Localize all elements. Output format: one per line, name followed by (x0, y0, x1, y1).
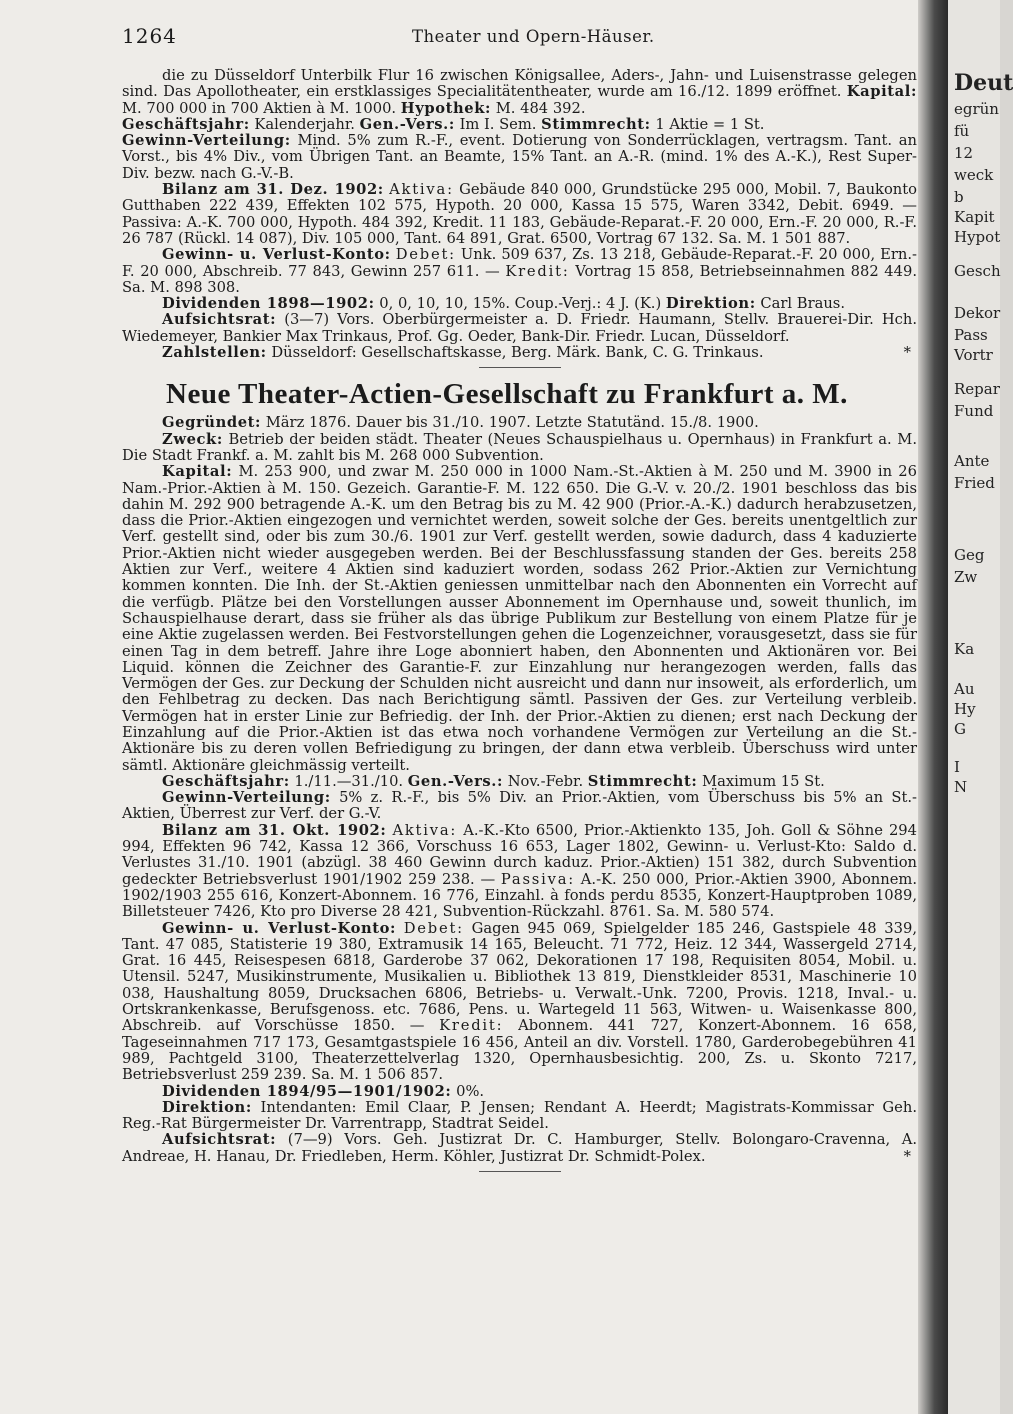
running-title: Theater und Opern-Häuser. (412, 27, 655, 46)
paragraph-bilanz-2: Bilanz am 31. Okt. 1902: Aktiva: A.-K.-Kto 6500, Prior.-Aktienkto 135, Joh. Goll & Söhne 294 994, Effekten 96 742, Kassa 12 366, Vorschuss 16 653, Lager 1802, Gewinn- u. Verlust-Kto: Saldo d. Verlustes 31./10. 1901 (abzügl. 38 460 Gewinn durch kaduz. Prior.-Aktien) 151 382, durch Subvention gedeckter Betriebsverlust 1901/1902 259 238. — Passiva: A.-K. 250 000, Prior.-Aktien 3900, Abonnem. 1902/1903 255 616, Konzert-Abonnem. 16 776, Einzahl. à fonds perdu 8535, Konzert-Hauptproben 1089, Billetsteuer 7426, Kto pro Diverse 28 421, Subvention-Rückzahl. 8761. Sa. M. 580 574. (122, 821, 917, 921)
adjacent-page-fragment: I (954, 758, 960, 776)
adjacent-page-fragment: Pass (954, 326, 988, 344)
paragraph-zweck: Zweck: Betrieb der beiden städt. Theater (Neues Schauspielhaus u. Opernhaus) in Frankfurt a. M. Die Stadt Frankf. a. M. zahlt bis M. 268 000 Subvention. (122, 430, 917, 464)
paragraph-gewinn-verteilung-2: Gewinn-Verteilung: 5% z. R.-F., bis 5% Div. an Prior.-Aktien, vom Überschuss bis 5% an St.-Aktien, Überrest zur Verf. der G.-V. (122, 789, 918, 823)
paragraph-kapital: Kapital: M. 253 900, und zwar M. 250 000 in 1000 Nam.-St.-Aktien à M. 250 und M. 3900 in 26 Nam.-Prior.-Aktien à M. 150. Gezeich. Garantie-F. M. 122 650. Die G.-V. v. 20./2. 1901 beschloss das bis dahin M. 292 900 betragende A.-K. um den Betrag bis zu M. 42 900 (Prior.-A.-K.) dadurch herabzusetzen, dass die Prior.-Aktien eingezogen und vernichtet werden, soweit solche der Ges. bereits unentgeltlich zur Verf. gestellt sind, oder bis zum 30./6. 1901 zur Verf. gestellt werden, sowie dadurch, dass 4 kaduzierte Prior.-Aktien nicht wieder ausgegeben werden. Bei der Beschlussfassung standen der Ges. bereits 258 Aktien zur Verf., weitere 4 Aktien sind kaduziert worden, sodass 262 Prior.-Aktien zur Vernichtung kommen konnten. Die Inh. der St.-Aktien geniessen unmittelbar nach den Abonnenten ein Vorrecht auf die verfügb. Plätze bei den Vorstellungen ausser Abonnement im Opernhause und, soweit thunlich, im Schauspielhause derart, dass sie früher als das übrige Publikum zur Bestellung von einem Platze für je eine Aktie zugelassen werden. Bei Festvorstellungen gehen die Logenzeichner, vorausgesetzt, dass sie für einen Tag in dem betreff. Jahre ihre Loge abonniert haben, den Abonnenten und Aktionären vor. Bei Liquid. können die Zeichner des Garantie-F. zur Einzahlung nur herangezogen werden, falls das Vermögen der Ges. zur Deckung der Schulden nicht ausreicht und dann nur insoweit, als erforderlich, um den Fehlbetrag zu decken. Das nach Berichtigung sämtl. Passiven der Ges. zur Verteilung verbleib. Vermögen hat in erster Linie zur Befriedig. der Inh. der Prior.-Aktien zu dienen; erst nach Deckung der Einzahlung auf die Prior.-Aktien ist das etwa noch vorhandene Vermögen zur Verteilung an die St.-Aktionäre bis zu deren vollen Befriedigung zu bringen, der dann etwa verbleib. Überschuss wird unter sämtl. Aktionäre gleichmässig verteilt. (122, 463, 917, 774)
paragraph-aufsichtsrat-2: Aufsichtsrat: (7—9) Vors. Geh. Justizrat Dr. C. Hamburger, Stellv. Bolongaro-Cravenna, A. Andreae, H. Hanau, Dr. Friedleben, Herm. Köhler, Justizrat Dr. Schmidt-Polex. * (122, 1131, 917, 1165)
paragraph-gewinn-verlust: Gewinn- u. Verlust-Konto: Debet: Unk. 509 637, Zs. 13 218, Gebäude-Reparat.-F. 20 000, Ern.-F. 20 000, Abschreib. 77 843, Gewinn 257 611. — Kredit: Vortrag 15 858, Betriebseinnahmen 882 449. Sa. M. 898 308. (122, 246, 918, 296)
adjacent-page-fragment: Hy (954, 700, 976, 718)
adjacent-page-fragment: Gesch (954, 262, 1001, 280)
paragraph-dividenden-2: Dividenden 1894/95—1901/1902: 0%. (162, 1082, 485, 1100)
paragraph-zahlstellen: Zahlstellen: Düsseldorf: Gesellschaftskasse, Berg. Märk. Bank, C. G. Trinkaus. * (122, 345, 917, 361)
adjacent-page-fragment: fü (954, 122, 970, 140)
adjacent-page-fragment: b (954, 188, 964, 206)
adjacent-page-fragment: Au (954, 680, 975, 698)
adjacent-page-fragment: 12 (954, 144, 974, 162)
paragraph-gewinn-verteilung: Gewinn-Verteilung: Mind. 5% zum R.-F., event. Dotierung von Sonderrücklagen, vertragsm. Tant. an Vorst., bis 4% Div., vom Übrigen Tant. an Beamte, 15% Tant. an A.-R. (mind. 1% des A.-K.), Rest Super-Div. bezw. nach G.-V.-B. (122, 132, 917, 182)
adjacent-page-fragment: Repar (954, 380, 1000, 398)
paragraph-gewinn-verlust-2: Gewinn- u. Verlust-Konto: Debet: Gagen 945 069, Spielgelder 185 246, Gastspiele 48 339, Tant. 47 085, Statisterie 19 380, Extramusik 14 165, Beleucht. 71 772, Heiz. 12 344, Wassergeld 2714, Grat. 16 445, Reisespesen 6818, Garderobe 37 062, Dekorationen 17 198, Requisiten 8054, Mobil. u. Utensil. 5247, Musikinstrumente, Musikalien u. Bibliothek 13 819, Dienstkleider 8531, Maschinerie 10 038, Haushaltung 8059, Drucksachen 6806, Betriebs- u. Verwalt.-Unk. 7200, Provis. 1218, Inval.- u. Ortskrankenkasse, Berufsgenoss. etc. 7686, Pens. u. Wartegeld 11 563, Witwen- u. Waisenkasse 800, Abschreib. auf Vorschüsse 1850. — Kredit: Abonnem. 441 727, Konzert-Abonnem. 16 658, Tageseinnahmen 717 173, Gesamtgastspiele 16 456, Anteil an div. Vorstell. 1780, Garderobegebühren 41 989, Pachtgeld 3100, Theaterzettelverlag 1320, Opernhausbesichtig. 200, Zs. u. Skonto 7217, Betriebsverlust 259 239. Sa. M. 1 506 857. (122, 919, 917, 1084)
section-divider-bottom (479, 1171, 561, 1172)
adjacent-page-fragment: Vortr (954, 346, 993, 364)
entry-end-star: * (903, 344, 911, 362)
page-number: 1264 (122, 24, 177, 48)
adjacent-page-fragment: Ante (954, 452, 990, 470)
paragraph-geschaeftsjahr: Geschäftsjahr: Kalenderjahr. Gen.-Vers.: Im I. Sem. Stimmrecht: 1 Aktie = 1 St. (122, 115, 765, 133)
adjacent-page-fragment: Geg (954, 546, 985, 564)
paragraph-direktion-2: Direktion: Intendanten: Emil Claar, P. Jensen; Rendant A. Heerdt; Magistrats-Kommissar Geh. Reg.-Rat Bürgermeister Dr. Varrentrapp, Stadtrat Seidel. (122, 1098, 917, 1133)
paragraph-gegruendet: Gegründet: März 1876. Dauer bis 31./10. 1907. Letzte Statutänd. 15./8. 1900. (162, 414, 759, 432)
paragraph-aufsichtsrat: Aufsichtsrat: (3—7) Vors. Oberbürgermeister a. D. Friedr. Haumann, Stellv. Brauerei-Dir. Hch. Wiedemeyer, Bankier Max Trinkaus, Prof. Gg. Oeder, Bank-Dir. Friedr. Lucan, Düsseldorf. (122, 311, 918, 345)
adjacent-page-fragment: Fried (954, 474, 995, 492)
paragraph-geschaeftsjahr-2: Geschäftsjahr: 1./11.—31./10. Gen.-Vers.: Nov.-Febr. Stimmrecht: Maximum 15 St. (162, 772, 825, 790)
adjacent-page-fragment: Zw (954, 568, 978, 586)
text-column (122, 68, 917, 1181)
paragraph-intro: die zu Düsseldorf Unterbilk Flur 16 zwischen Königsallee, Aders-, Jahn- und Luisenstrasse gelegen sind. Das Apollotheater, ein erstklassiges Specialitätentheater, wurde am 16./12. 1899 eröffnet. Kapital: M. 700 000 in 700 Aktien à M. 1000. Hypothek: M. 484 392. (122, 67, 917, 117)
paragraph-bilanz: Bilanz am 31. Dez. 1902: Aktiva: Gebäude 840 000, Grundstücke 295 000, Mobil. 7, Baukonto Gutthaben 222 439, Effekten 102 575, Hypoth. 20 000, Kassa 15 575, Waren 3342, Debit. 6949. — Passiva: A.-K. 700 000, Hypoth. 484 392, Kredit. 11 183, Gebäude-Reparat.-F. 20 000, Ern.-F. 20 000, R.-F. 26 787 (Rückl. 14 087), Div. 105 000, Tant. 64 891, Grat. 6500, Vortrag 67 132. Sa. M. 1 501 887. (122, 181, 917, 247)
adjacent-page-fragment: N (954, 778, 968, 796)
running-header (122, 18, 912, 48)
paragraph-dividenden: Dividenden 1898—1902: 0, 0, 10, 10, 15%. Coup.-Verj.: 4 J. (K.) Direktion: Carl Braus. (162, 295, 846, 313)
adjacent-page-fragment: Fund (954, 402, 994, 420)
adjacent-page-fragment: Deut (954, 70, 1013, 96)
adjacent-page-fragment: G (954, 720, 966, 738)
book-gutter (918, 0, 948, 1414)
adjacent-page-edge (948, 0, 1013, 1414)
company-heading: Neue Theater-Actien-Gesellschaft zu Frankfurt a. M. (166, 378, 848, 411)
entry-end-star-2: * (903, 1147, 911, 1165)
section-divider (479, 367, 561, 368)
adjacent-page-fragment: weck (954, 166, 994, 184)
adjacent-page-fragment: Hypot (954, 228, 1001, 246)
section-previous-entry (122, 68, 917, 361)
adjacent-page-fragment: Ka (954, 640, 975, 658)
adjacent-page-fragment: egrün (954, 100, 999, 118)
adjacent-page-fragment: Dekor (954, 304, 1001, 322)
section-company-entry (122, 377, 917, 1165)
adjacent-page-fragment: Kapit (954, 208, 995, 226)
